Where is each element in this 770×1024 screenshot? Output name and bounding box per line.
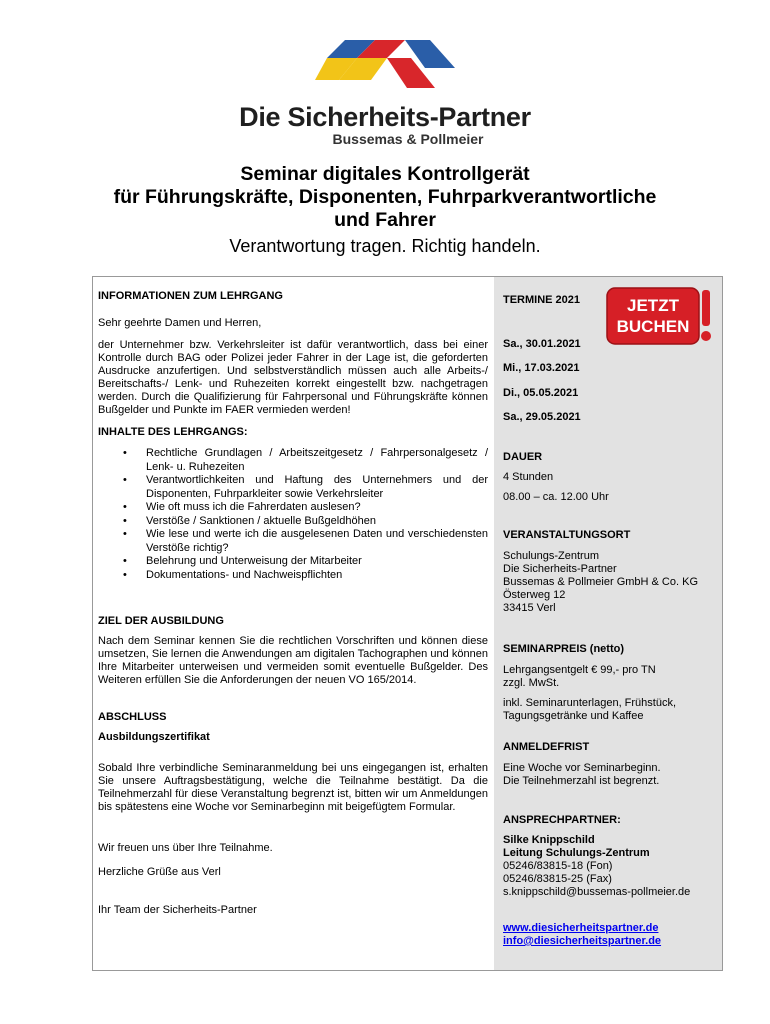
list-item: • Wie lese und werte ich die ausgelesenen Daten und verschiedensten Verstöße richtig? (98, 528, 488, 555)
list-item: • Belehrung und Unterweisung der Mitarbeiter (98, 555, 488, 569)
registration-paragraph: Sobald Ihre verbindliche Seminaranmeldung bei uns eingegangen ist, erhalten Sie unsere Auftragsbestätigung, welche die Teilnahme bestätigt. Da die Teilnehmerzahl für diese Veranstaltung begrenzt ist, bitten wir um Anmeldungen bis spätestens eine Woche vor Seminarbeginn mit beigefügtem Formular. (98, 762, 488, 813)
contact-role: Leitung Schulungs-Zentrum (503, 847, 650, 859)
date-item: Di., 05.05.2021 (503, 387, 579, 399)
list-item: • Rechtliche Grundlagen / Arbeitszeitgesetz / Fahrpersonalgesetz / Lenk- u. Ruhezeiten (98, 447, 488, 474)
list-item: • Wie oft muss ich die Fahrerdaten auslesen? (98, 501, 488, 515)
closing-participation: Wir freuen uns über Ihre Teilnahme. (98, 842, 273, 854)
company-logo (0, 30, 770, 145)
contents-heading: INHALTE DES LEHRGANGS: (98, 426, 248, 438)
venue-line: Die Sicherheits-Partner (503, 563, 617, 575)
date-item: Sa., 29.05.2021 (503, 411, 581, 423)
book-now-line-2: BUCHEN (616, 317, 690, 336)
venue-line: Schulungs-Zentrum (503, 550, 599, 562)
price-included-1: inkl. Seminarunterlagen, Frühstück, (503, 697, 677, 709)
deadline-line-1: Eine Woche vor Seminarbeginn. (503, 762, 661, 774)
venue-heading: VERANSTALTUNGSORT (503, 529, 631, 541)
info-heading: INFORMATIONEN ZUM LEHRGANG (98, 290, 283, 302)
contact-phone: 05246/83815-18 (Fon) (503, 860, 613, 872)
deadline-heading: ANMELDEFRIST (503, 741, 590, 753)
contact-heading: ANSPRECHPARTNER: (503, 814, 621, 826)
book-now-line-1: JETZT (627, 296, 679, 315)
closing-greeting: Herzliche Grüße aus Verl (98, 866, 221, 878)
book-now-button[interactable] (606, 284, 712, 346)
completion-certificate: Ausbildungszertifikat (98, 731, 210, 743)
date-item: Sa., 30.01.2021 (503, 338, 581, 350)
title-line-2: für Führungskräfte, Disponenten, Fuhrparkverantwortliche (113, 186, 657, 208)
duration-hours: 4 Stunden (503, 471, 554, 483)
title-line-3: und Fahrer (334, 209, 436, 231)
contents-list (98, 447, 488, 582)
dates-heading: TERMINE 2021 (503, 294, 581, 306)
price-line-1: Lehrgangsentgelt € 99,- pro TN (503, 664, 656, 676)
goal-heading: ZIEL DER AUSBILDUNG (98, 615, 224, 627)
page-subtitle: Verantwortung tragen. Richtig handeln. (229, 236, 541, 256)
closing-team: Ihr Team der Sicherheits-Partner (98, 904, 257, 916)
contact-email: s.knippschild@bussemas-pollmeier.de (503, 886, 691, 898)
completion-heading: ABSCHLUSS (98, 711, 167, 723)
page-title (40, 163, 730, 232)
greeting: Sehr geehrte Damen und Herren, (98, 317, 262, 329)
contact-fax: 05246/83815-25 (Fax) (503, 873, 612, 885)
info-email-link[interactable]: info@diesicherheitspartner.de (503, 935, 662, 947)
logo-roof-shapes-icon (315, 40, 455, 100)
list-item: • Dokumentations- und Nachweispflichten (98, 569, 488, 583)
deadline-line-2: Die Teilnehmerzahl ist begrenzt. (503, 775, 660, 787)
duration-time: 08.00 – ca. 12.00 Uhr (503, 491, 609, 503)
website-link[interactable]: www.diesicherheitspartner.de (503, 922, 659, 934)
book-now-badge-icon (606, 284, 712, 346)
goal-paragraph: Nach dem Seminar kennen Sie die rechtlichen Vorschriften und können diese umsetzen, Sie lernen die Anwendungen am digitalen Tachographen und können Ihre Mitarbeiter unterweisen und vermeiden somit eventuelle Bußgelder. Des Weiteren erfüllen Sie die Anforderungen der neuen VO 165/2014. (98, 635, 488, 686)
contact-name: Silke Knippschild (503, 834, 595, 846)
logo-title: Die Sicherheits-Partner (239, 102, 531, 132)
list-item: • Verantwortlichkeiten und Haftung des Unternehmers und der Disponenten, Fuhrparkleiter sowie Verkehrsleiter (98, 474, 488, 501)
duration-heading: DAUER (503, 451, 543, 463)
website-link-wrap (503, 922, 718, 935)
venue-line: Österweg 12 (503, 589, 566, 601)
price-line-2: zzgl. MwSt. (503, 677, 560, 689)
venue-line: 33415 Verl (503, 602, 556, 614)
date-item: Mi., 17.03.2021 (503, 362, 580, 374)
venue-address (503, 550, 718, 615)
list-item: • Verstöße / Sanktionen / aktuelle Bußgeldhöhen (98, 515, 488, 529)
title-line-1: Seminar digitales Kontrollgerät (240, 163, 530, 185)
price-included-2: Tagungsgetränke und Kaffee (503, 710, 644, 722)
price-heading: SEMINARPREIS (netto) (503, 643, 624, 655)
logo-subtitle: Bussemas & Pollmeier (332, 131, 484, 147)
venue-line: Bussemas & Pollmeier GmbH & Co. KG (503, 576, 699, 588)
info-email-link-wrap (503, 935, 718, 948)
intro-paragraph: der Unternehmer bzw. Verkehrsleiter ist dafür verantwortlich, dass bei einer Kontrolle durch BAG oder Polizei jeder Fahrer in der Lage ist, die geforderten Ausdrucke anzufertigen. Und selbstverständlich müssen auch alle Arbeits-/ Bereitschafts-/ Lenk- und Ruhezeiten korrekt eingestellt bzw. nachgetragen werden. Durch die Qualifizierung für Fahrpersonal und Führungskräfte können Bußgelder und Punkte im FAER vermieden werden! (98, 339, 488, 416)
